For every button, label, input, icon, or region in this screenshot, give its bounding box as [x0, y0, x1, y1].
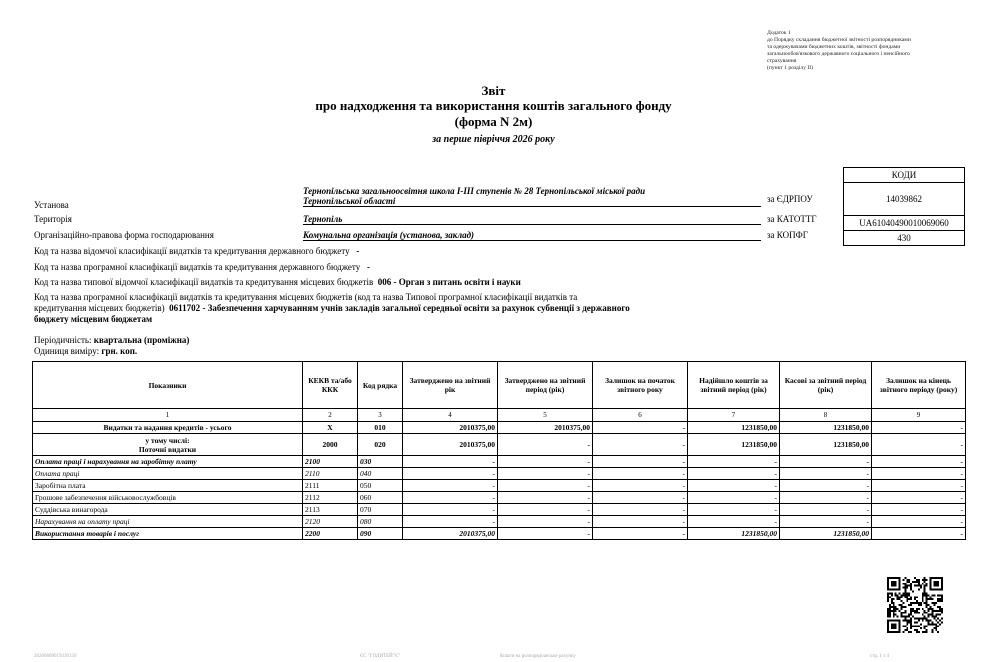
col-number: 8 [780, 409, 872, 422]
col-header: Касові за звітний період (рік) [780, 362, 872, 409]
row-c6: - [593, 422, 688, 434]
row-c6: - [593, 468, 688, 480]
periodychnist-label: Періодичність: [34, 335, 92, 345]
row-c6: - [593, 516, 688, 528]
row-c8: 1231850,00 [780, 434, 872, 456]
program-line [34, 262, 370, 272]
col-number: 4 [403, 409, 498, 422]
col-number: 5 [498, 409, 593, 422]
table-row [33, 516, 966, 528]
row-name: Суддівська винагорода [33, 504, 303, 516]
report-subtitle: про надходження та використання коштів загального фонду [315, 98, 672, 113]
col-header: Залишок на кінець звітного періоду (року) [872, 362, 966, 409]
row-name-line: у тому числі: [145, 435, 190, 445]
row-kekv: 2113 [303, 504, 358, 516]
ustanova-label: Установа [34, 200, 69, 210]
row-c9: - [872, 504, 966, 516]
row-c6: - [593, 434, 688, 456]
table-row [33, 528, 966, 540]
row-name: Використання товарів і послуг [33, 528, 303, 540]
ustanova-line: Тернопільської області [303, 196, 396, 206]
col-number: 7 [688, 409, 780, 422]
row-c7: - [688, 504, 780, 516]
prog-local-label: кредитування місцевих бюджетів) [34, 303, 165, 313]
typ-line [34, 277, 521, 287]
row-c6: - [593, 492, 688, 504]
table-row [33, 480, 966, 492]
row-c4: 2010375,00 [403, 528, 498, 540]
terytoriia-label: Територія [34, 214, 72, 224]
row-name-line: Поточні видатки [138, 444, 197, 454]
row-name: Видатки та надання кредитів - усього [33, 422, 303, 434]
row-c7: - [688, 456, 780, 468]
table-row [33, 504, 966, 516]
row-c7: 1231850,00 [688, 434, 780, 456]
table-row [33, 434, 966, 456]
row-kekv: 2111 [303, 480, 358, 492]
row-kekv: X [303, 422, 358, 434]
row-c9: - [872, 434, 966, 456]
row-c4: - [403, 516, 498, 528]
row-name [33, 434, 303, 456]
report-period: за перше півріччя 2026 року [432, 134, 555, 145]
vidomch-label: Код та назва відомчої класифікації видатків та кредитування державного бюджету [34, 246, 350, 256]
row-kod: 050 [358, 480, 403, 492]
periodychnist-value: квартальна (проміжна) [93, 335, 190, 345]
qr-code-graphic [887, 576, 943, 634]
table-row [33, 456, 966, 468]
col-header: Код рядка [358, 362, 403, 409]
vidomch-line [34, 246, 359, 256]
row-c9: - [872, 480, 966, 492]
edrpou-value: 14039862 [844, 183, 965, 216]
row-c9: - [872, 516, 966, 528]
row-c9: - [872, 456, 966, 468]
table-row [33, 492, 966, 504]
row-c4: 2010375,00 [403, 434, 498, 456]
table-header-row [33, 362, 966, 409]
row-c5: - [498, 504, 593, 516]
typ-value: 006 - Орган з питань освіти і науки [377, 277, 521, 287]
column-numbers-row [33, 409, 966, 422]
kopfg-label: за КОПФГ [767, 230, 808, 240]
table-row [33, 422, 966, 434]
row-kekv: 2120 [303, 516, 358, 528]
row-c8: - [780, 456, 872, 468]
col-header: КЕКВ та/або ККК [303, 362, 358, 409]
row-c4: - [403, 468, 498, 480]
row-c5: - [498, 516, 593, 528]
periodychnist-line [34, 335, 189, 345]
row-name: Заробітна плата [33, 480, 303, 492]
row-kekv: 2200 [303, 528, 358, 540]
row-c7: - [688, 492, 780, 504]
row-c8: - [780, 492, 872, 504]
col-header: Залишок на початок звітного року [593, 362, 688, 409]
report-title: Звіт [481, 83, 506, 98]
appendix-line: (пункт 1 розділу II) [767, 65, 814, 71]
row-c8: - [780, 516, 872, 528]
row-c9: - [872, 422, 966, 434]
row-c8: 1231850,00 [780, 528, 872, 540]
terytoriia-value: Тернопіль [303, 214, 761, 225]
row-kekv: 2110 [303, 468, 358, 480]
program-label: Код та назва програмної класифікації видатків та кредитування державного бюджету [34, 262, 361, 272]
forma-label: Організаційно-правова форма господарювання [34, 230, 214, 240]
row-c7: 1231850,00 [688, 422, 780, 434]
col-number: 1 [33, 409, 303, 422]
edrpou-label: за ЄДРПОУ [767, 194, 813, 204]
appendix-line: загальнообов'язкового державного соціального і пенсійного [767, 51, 910, 57]
row-kekv: 2100 [303, 456, 358, 468]
row-name: Грошове забезпечення військовослужбовців [33, 492, 303, 504]
ustanova-value [303, 186, 761, 207]
katottg-value: UA61040490010069060 [844, 216, 965, 231]
row-kod: 010 [358, 422, 403, 434]
row-kod: 020 [358, 434, 403, 456]
row-kekv: 2112 [303, 492, 358, 504]
row-c5: - [498, 456, 593, 468]
row-c6: - [593, 480, 688, 492]
prog-local-line2 [34, 303, 630, 313]
row-kod: 030 [358, 456, 403, 468]
row-c8: - [780, 504, 872, 516]
row-kekv: 2000 [303, 434, 358, 456]
col-number: 3 [358, 409, 403, 422]
row-c9: - [872, 528, 966, 540]
odynytsia-line [34, 346, 137, 356]
row-name: Оплата праці [33, 468, 303, 480]
row-kod: 080 [358, 516, 403, 528]
row-c5: - [498, 480, 593, 492]
row-c5: - [498, 528, 593, 540]
row-name: Нарахування на оплату праці [33, 516, 303, 528]
row-c4: 2010375,00 [403, 422, 498, 434]
row-c4: - [403, 504, 498, 516]
row-c7: 1231850,00 [688, 528, 780, 540]
codes-table [843, 167, 965, 246]
report-table [32, 361, 966, 540]
row-c6: - [593, 504, 688, 516]
ustanova-line: Тернопільська загальноосвітня школа І-ІІІ ступенів № 28 Тернопільської міської ради [303, 186, 646, 196]
typ-label: Код та назва типової відомчої класифікації видатків та кредитування місцевих бюджетів [34, 277, 374, 287]
odynytsia-value: грн. коп. [101, 346, 138, 356]
col-header: Показники [33, 362, 303, 409]
appendix-note [767, 30, 967, 72]
col-number: 6 [593, 409, 688, 422]
row-c8: - [780, 468, 872, 480]
row-c7: - [688, 516, 780, 528]
table-row [33, 468, 966, 480]
row-name: Оплата праці і нарахування на заробітну плату [33, 456, 303, 468]
row-c4: - [403, 480, 498, 492]
forma-value: Комунальна організація (установа, заклад) [303, 230, 761, 241]
row-c5: - [498, 492, 593, 504]
col-number: 9 [872, 409, 966, 422]
row-c5: 2010375,00 [498, 422, 593, 434]
codes-header: КОДИ [844, 168, 965, 183]
row-c4: - [403, 456, 498, 468]
row-c9: - [872, 492, 966, 504]
row-c4: - [403, 492, 498, 504]
row-c6: - [593, 456, 688, 468]
prog-local-line3: бюджету місцевим бюджетам [34, 314, 153, 324]
row-c7: - [688, 480, 780, 492]
report-form: (форма N 2м) [454, 114, 533, 129]
program-value: - [366, 262, 370, 272]
row-c5: - [498, 468, 593, 480]
col-number: 2 [303, 409, 358, 422]
qr-code-icon [887, 576, 943, 634]
vidomch-value: - [356, 246, 360, 256]
appendix-line: до Порядку складання бюджетної звітності розпорядниками [767, 37, 911, 43]
prog-local-line1: Код та назва програмної класифікації видатків та кредитування місцевих бюджетів (код та назва Типової програмної класифікації видатків та [34, 292, 578, 302]
footer-page: стр. 1 з 4 [870, 654, 889, 659]
row-c8: - [780, 480, 872, 492]
row-c8: 1231850,00 [780, 422, 872, 434]
row-c6: - [593, 528, 688, 540]
row-kod: 070 [358, 504, 403, 516]
kopfg-value: 430 [844, 231, 965, 246]
col-header: Затверджено на звітний рік [403, 362, 498, 409]
row-kod: 060 [358, 492, 403, 504]
row-c9: - [872, 468, 966, 480]
row-c7: - [688, 468, 780, 480]
katottg-label: за КАТОТТГ [767, 214, 817, 224]
col-header: Затверджено на звітний період (рік) [498, 362, 593, 409]
odynytsia-label: Одиниця виміру: [34, 346, 100, 356]
row-kod: 040 [358, 468, 403, 480]
prog-local-value: 0611702 - Забезпечення харчуванням учнів закладів загальної середньої освіти за рахунок субвенції з державного [169, 303, 630, 313]
appendix-line: Додаток 1 [767, 30, 791, 36]
appendix-line: страхування [767, 58, 797, 64]
footer-note: Кошти на розпорядчанське рахунку [500, 654, 576, 659]
footer-system: ЄС "ГОДИТЕЙ"Є" [360, 654, 401, 659]
appendix-line: та одержувачами бюджетних коштів, звітності фондами [767, 44, 901, 50]
row-c5: - [498, 434, 593, 456]
footer-doc-id: 20260609019330150 [34, 654, 77, 659]
col-header: Надійшло коштів за звітний період (рік) [688, 362, 780, 409]
row-kod: 090 [358, 528, 403, 540]
